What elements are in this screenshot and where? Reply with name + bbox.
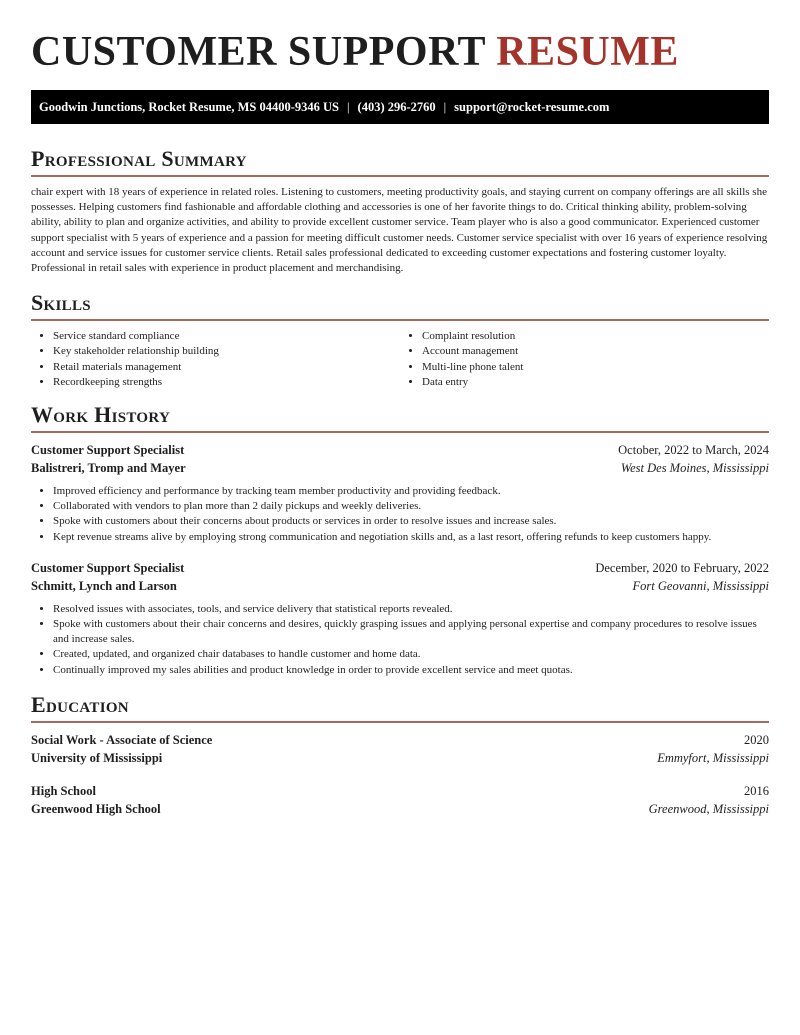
section-divider bbox=[31, 319, 769, 321]
education-degree: High School bbox=[31, 783, 96, 798]
job-company-row bbox=[31, 577, 769, 595]
skills-heading: Skills bbox=[31, 290, 91, 316]
skills-list-right bbox=[400, 329, 769, 390]
skill-item: • Retail materials management bbox=[53, 360, 400, 375]
summary-section bbox=[31, 146, 769, 276]
job-bullet: • Spoke with customers about their concerns about products or services in order to resolve issues and increase sales. bbox=[53, 514, 769, 529]
resume-title bbox=[31, 28, 769, 76]
contact-phone: (403) 296-2760 bbox=[357, 100, 436, 114]
job-dates: December, 2020 to February, 2022 bbox=[595, 560, 769, 575]
contact-separator: | bbox=[347, 100, 350, 114]
skill-item: • Complaint resolution bbox=[422, 329, 769, 344]
job-bullet: • Resolved issues with associates, tools, and service delivery that statistical reports revealed. bbox=[53, 602, 769, 617]
contact-bar bbox=[31, 90, 769, 124]
education-year: 2020 bbox=[744, 732, 769, 747]
education-degree: Social Work - Associate of Science bbox=[31, 732, 213, 747]
job-location: Fort Geovanni, Mississippi bbox=[632, 578, 769, 593]
contact-address: Goodwin Junctions, Rocket Resume, MS 04400-9346 US bbox=[39, 100, 340, 114]
skill-item: • Multi-line phone talent bbox=[422, 360, 769, 375]
job-company: Schmitt, Lynch and Larson bbox=[31, 578, 177, 593]
job-bullet: • Improved efficiency and performance by tracking team member productivity and providing feedback. bbox=[53, 484, 769, 499]
education-location: Greenwood, Mississippi bbox=[648, 801, 769, 816]
education-school: Greenwood High School bbox=[31, 801, 161, 816]
summary-text: chair expert with 18 years of experience in related roles. Listening to customers, meeting productivity goals, and staying current on company offerings are all skills she possesses. Helping customers find fashionable and affordable clothing and accessories is one of her favorite things to do. Critical thinking ability, problem-solving ability, ability to plan and organize activities, and ability to provide excellent customer service. Team player who is also a good communicator. Experienced customer support specialist with 5 years of experience and a passion for meeting difficult customer needs. Customer service specialist with over 16 years of experience resolving account and service issues for customer service clients. Retail sales professional dedicated to exceeding customer expectations and fostering customer loyalty. Professional in retail sales with experience in product placement and merchandising. bbox=[31, 186, 768, 275]
job-bullet: • Continually improved my sales abilities and product knowledge in order to provide excellent service and meet quotas. bbox=[53, 663, 769, 678]
title-accent: RESUME bbox=[496, 29, 679, 75]
skills-grid bbox=[31, 329, 769, 390]
job-company-row bbox=[31, 459, 769, 477]
job-title: Customer Support Specialist bbox=[31, 443, 185, 458]
skill-item: • Key stakeholder relationship building bbox=[53, 344, 400, 359]
section-divider bbox=[31, 431, 769, 433]
job-bullets bbox=[31, 602, 769, 678]
contact-separator: | bbox=[443, 100, 447, 114]
job-bullet: • Kept revenue streams alive by employing strong communication and negotiation skills and, as a last resort, offering refunds to keep customers happy. bbox=[53, 530, 769, 545]
skill-item: • Recordkeeping strengths bbox=[53, 375, 400, 390]
education-section bbox=[31, 692, 769, 818]
job-title: Customer Support Specialist bbox=[31, 560, 185, 575]
job-bullet: • Collaborated with vendors to plan more than 2 daily pickups and weekly deliveries. bbox=[53, 499, 769, 514]
section-divider bbox=[31, 175, 769, 177]
skill-item: • Data entry bbox=[422, 375, 769, 390]
education-school-row bbox=[31, 749, 769, 767]
job-dates: October, 2022 to March, 2024 bbox=[618, 443, 769, 458]
job-header-row bbox=[31, 441, 769, 459]
job-entry bbox=[31, 559, 769, 678]
title-main: CUSTOMER SUPPORT bbox=[31, 29, 486, 75]
skill-item: • Account management bbox=[422, 344, 769, 359]
skills-section bbox=[31, 290, 769, 390]
work-history-section bbox=[31, 402, 769, 678]
education-entry bbox=[31, 731, 769, 767]
job-location: West Des Moines, Mississippi bbox=[620, 461, 769, 476]
job-company: Balistreri, Tromp and Mayer bbox=[31, 461, 186, 476]
work-history-heading: Work History bbox=[31, 402, 171, 428]
section-divider bbox=[31, 721, 769, 723]
education-degree-row bbox=[31, 782, 769, 800]
job-bullet: • Created, updated, and organized chair databases to handle customer and home data. bbox=[53, 647, 769, 662]
education-year: 2016 bbox=[744, 783, 769, 798]
summary-heading: Professional Summary bbox=[31, 146, 247, 171]
job-header-row bbox=[31, 559, 769, 577]
education-heading: Education bbox=[31, 691, 129, 717]
skill-item: • Service standard compliance bbox=[53, 329, 400, 344]
education-school-row bbox=[31, 800, 769, 818]
education-entry bbox=[31, 782, 769, 818]
job-bullet: • Spoke with customers about their chair concerns and desires, quickly grasping issues and applying personal expertise and company procedures to resolve issues and increase sales. bbox=[53, 617, 769, 647]
job-entry bbox=[31, 441, 769, 545]
job-bullets bbox=[31, 484, 769, 545]
skills-list-left bbox=[31, 329, 400, 390]
contact-email: support@rocket-resume.com bbox=[454, 100, 610, 114]
education-school: University of Mississippi bbox=[31, 750, 163, 765]
education-location: Emmyfort, Mississippi bbox=[657, 750, 769, 765]
education-degree-row bbox=[31, 731, 769, 749]
